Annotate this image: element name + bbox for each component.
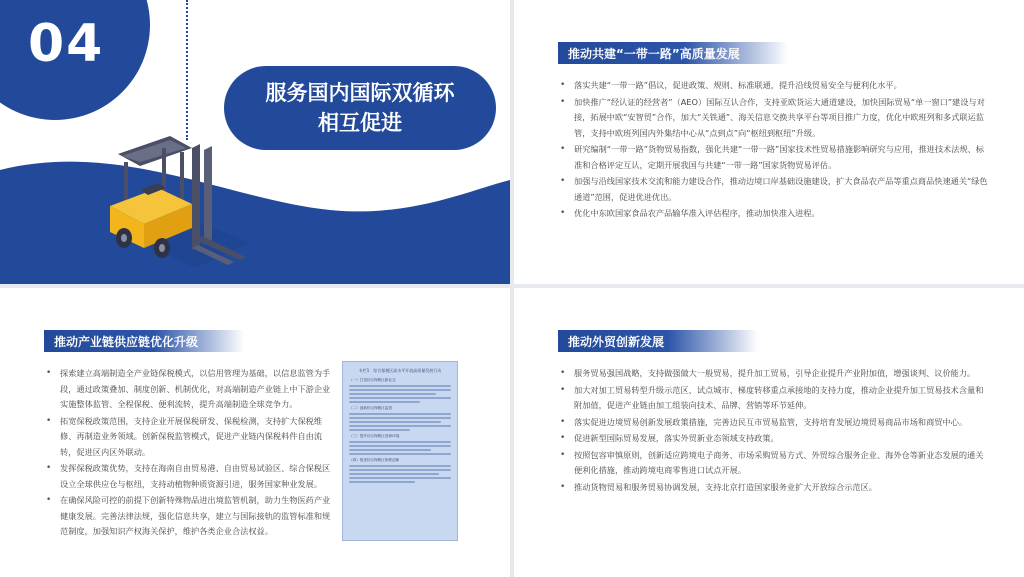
bullet-list (558, 78, 988, 223)
blue-wave (0, 140, 510, 284)
bullet-list (558, 366, 988, 496)
cover-title-line1: 服务国内国际双循环 (265, 81, 455, 105)
text-line (349, 469, 451, 471)
slide-supply-chain (0, 288, 510, 577)
text-line (349, 473, 439, 475)
document-thumbnail (342, 361, 458, 541)
text-line (349, 417, 451, 419)
list-item: • 加快推广“经认证的经营者”（AEO）国际互认合作，支持亚欧货运大通道建设，加快国际贸易“单一窗口”建设与对接，拓展中欧“安智贸”合作，加大“关铁通”、海关信息交换共享平台等项目推广力度，优化中欧班列和多式联运监管，支持中欧班列国内外集结中心从“点到点”向“枢纽到枢纽”升级。 (558, 95, 988, 142)
list-item: • 加大对加工贸易转型升级示范区、试点城市、梯度转移重点承接地的支持力度，推动企业提升加工贸易技术含量和附加值，促进产业链由加工组装向技术、品牌、营销等环节延伸。 (558, 383, 988, 414)
title-pill (224, 66, 496, 150)
thumbnail-heading: （四）推进综合保税区制度创新 (349, 458, 400, 462)
list-item: • 服务贸易强国战略，支持做强做大一般贸易，提升加工贸易，引导企业提升产业附加值，增强谈判、议价能力。 (558, 366, 988, 382)
list-item: • 在确保风险可控的前提下创新特殊物品进出境监管机制，助力生物医药产业健康发展。完善法律法规，强化信息共享，建立与国际接轨的监管标准和规范制度，加强知识产权海关保护，维护各类企业合法权益。 (44, 493, 334, 540)
text-line (349, 401, 420, 403)
text-line (349, 385, 451, 387)
section-header: 推动共建“一带一路”高质量发展 (558, 42, 788, 64)
text-line (349, 445, 451, 447)
forklift-icon (100, 128, 250, 273)
thumbnail-title: 专栏1 综合保税区高水平开放高质量发展行动 (358, 368, 442, 373)
list-item: • 优化中东欧国家食品农产品输华准入评估程序，推动加快准入进程。 (558, 206, 988, 222)
thumbnail-heading: （一）打造综合保税区新业态 (349, 378, 396, 382)
thumbnail-heading: （三）提升综合保税区营商环境 (349, 434, 400, 438)
section-header: 推动外贸创新发展 (558, 330, 758, 352)
text-line (349, 425, 451, 427)
cover-title-line2: 相互促进 (318, 111, 402, 135)
list-item: • 探索建立高端制造全产业链保税模式，以信用管理为基础，以信息监管为手段，通过政策叠加、制度创新、机制优化，对高端制造产业链上中下游企业实施整体监管、全程保税、便利流转，提升高端制造全球竞争力。 (44, 366, 334, 413)
list-item: • 发挥保税政策优势，支持在海南自由贸易港、自由贸易试验区、综合保税区设立全球供应仓与枢纽，支持动植物种质资源引进，服务国家种业发展。 (44, 461, 334, 492)
text-line (349, 477, 451, 479)
list-item: • 研究编制“一带一路”货物贸易指数，强化共建“一带一路”国家技术性贸易措施影响研究与应用，推进技术法规、标准和合格评定互认，定期开展我国与共建“一带一路”国家货物贸易评估。 (558, 142, 988, 173)
text-line (349, 449, 431, 451)
slide-belt-road (514, 0, 1024, 284)
text-line (349, 389, 451, 391)
list-item: • 拓宽保税政策范围，支持企业开展保税研发、保税检测，支持扩大保税维修、再制造业务领域。创新保税监管模式，促进产业链内保税料件自由流转，促进区内区外联动。 (44, 414, 334, 461)
dotted-line (186, 0, 188, 140)
text-line (349, 413, 451, 415)
section-header: 推动产业链供应链优化升级 (44, 330, 244, 352)
text-line (349, 429, 410, 431)
text-line (349, 453, 451, 455)
text-line (349, 393, 436, 395)
list-item: • 促进新型国际贸易发展，落实外贸新业态领域支持政策。 (558, 431, 988, 447)
bullet-list (44, 366, 334, 541)
slide-cover (0, 0, 510, 284)
list-item: • 落实促进边境贸易创新发展政策措施，完善边民互市贸易监管，支持培育发展边境贸易商品市场和商贸中心。 (558, 415, 988, 431)
text-line (349, 397, 451, 399)
text-line (349, 465, 451, 467)
list-item: • 落实共建“一带一路”倡议，促进政策、规则、标准联通，提升沿线贸易安全与便利化水平。 (558, 78, 988, 94)
list-item: • 按照包容审慎原则，创新适应跨境电子商务、市场采购贸易方式、外贸综合服务企业、海外仓等新业态发展的通关便利化措施，推动跨境电商零售进口试点开展。 (558, 448, 988, 479)
slide-foreign-trade (514, 288, 1024, 577)
thumbnail-heading: （二）创新综合保税区监管 (349, 406, 393, 410)
text-line (349, 481, 415, 483)
list-item: • 加强与沿线国家技术交流和能力建设合作，推动边境口岸基础设施建设，扩大食品农产品等重点商品快速通关“绿色通道”范围，促进优进优出。 (558, 174, 988, 205)
list-item: • 推动货物贸易和服务贸易协调发展，支持北京打造国家服务业扩大开放综合示范区。 (558, 480, 988, 496)
text-line (349, 421, 441, 423)
text-line (349, 441, 451, 443)
section-number: 04 (28, 14, 105, 74)
